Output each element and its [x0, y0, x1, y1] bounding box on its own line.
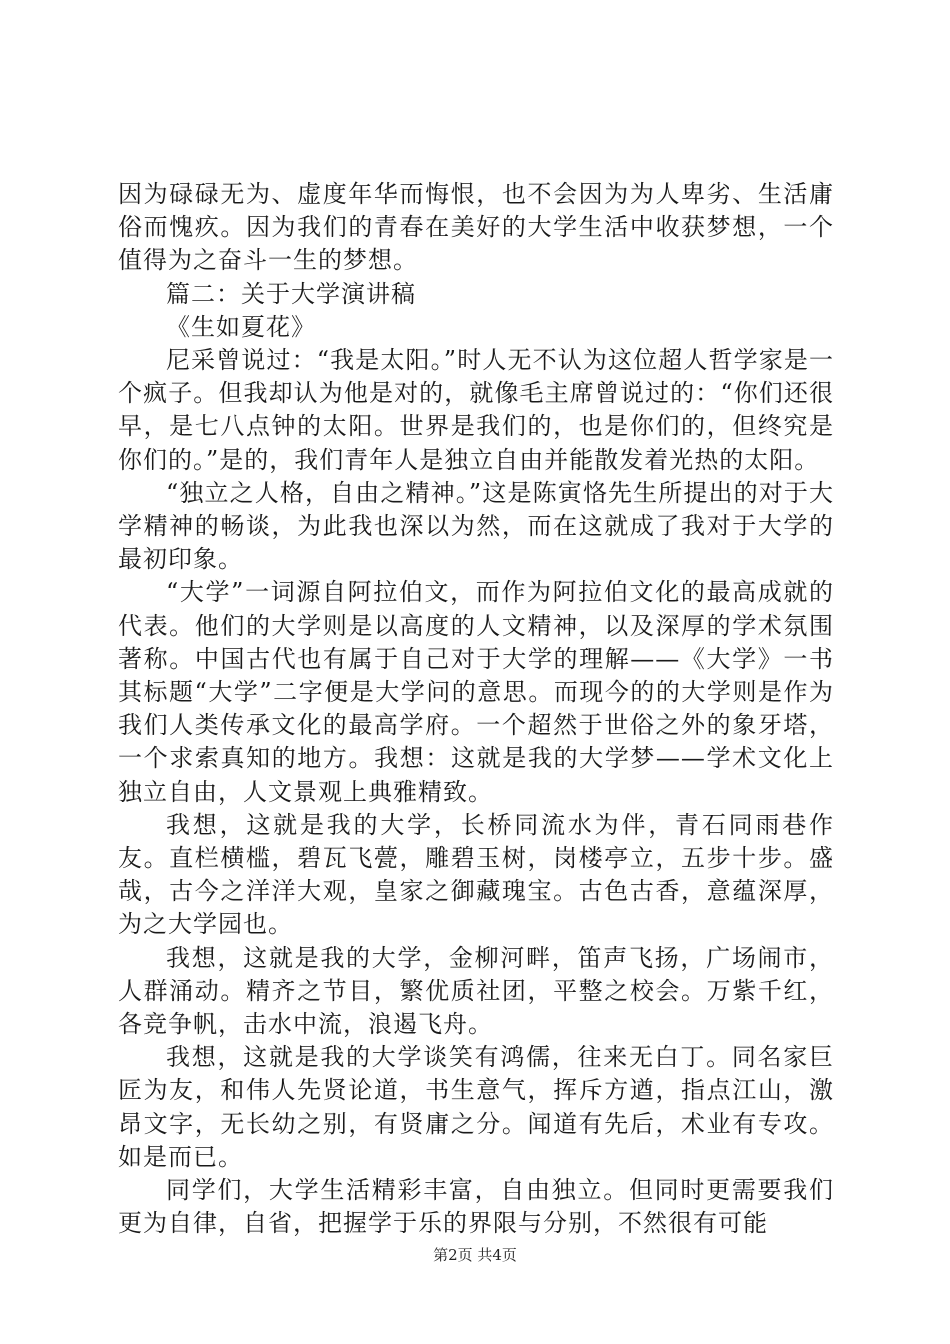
document-body: [118, 178, 834, 1241]
paragraph-10: 同学们，大学生活精彩丰富，自由独立。但同时更需要我们更为自律，自省，把握学于乐的界限与分别，不然很有可能: [118, 1176, 834, 1238]
paragraph-5: “独立之人格，自由之精神。”这是陈寅恪先生所提出的对于大学精神的畅谈，为此我也深以为然，而在这就成了我对于大学的最初印象。: [118, 478, 834, 574]
paragraph-1: 因为碌碌无为、虚度年华而悔恨，也不会因为为人卑劣、生活庸俗而愧疚。因为我们的青春在美好的大学生活中收获梦想，一个值得为之奋斗一生的梦想。: [118, 180, 834, 275]
paragraph-9: 我想，这就是我的大学谈笑有鸿儒，往来无白丁。同名家巨匠为友，和伟人先贤论道，书生意气，挥斥方遒，指点江山，激昂文字，无长幼之别，有贤庸之分。闻道有先后，术业有专攻。如是而已。: [118, 1043, 834, 1171]
paragraph-4: 尼采曾说过：“我是太阳。”时人无不认为这位超人哲学家是一个疯子。但我却认为他是对的，就像毛主席曾说过的：“你们还很早，是七八点钟的太阳。世界是我们的，也是你们的，但终究是你们的。”是的，我们青年人是独立自由并能散发着光热的太阳。: [118, 346, 834, 474]
paragraph-7: 我想，这就是我的大学，长桥同流水为伴，青石同雨巷作友。直栏横槛，碧瓦飞甍，雕碧玉树，岗楼亭立，五步十步。盛哉，古今之洋洋大观，皇家之御藏瑰宝。古色古香，意蕴深厚，为之大学园也。: [118, 810, 834, 939]
page-number-footer: 第2页 共4页: [433, 1246, 517, 1264]
paragraph-6: “大学”一词源自阿拉伯文，而作为阿拉伯文化的最高成就的代表。他们的大学则是以高度的人文精神，以及深厚的学术氛围著称。中国古代也有属于自己对于大学的理解——《大学》一书其标题“大学”二字便是大学问的意思。而现今的的大学则是作为我们人类传承文化的最高学府。一个超然于世俗之外的象牙塔，一个求索真知的地方。我想：这就是我的大学梦——学术文化上独立自由，人文景观上典雅精致。: [118, 578, 834, 806]
speech-title: 《生如夏花》: [166, 312, 316, 341]
section-heading: 篇二：关于大学演讲稿: [166, 279, 416, 308]
paragraph-8: 我想，这就是我的大学，金柳河畔，笛声飞扬，广场闹市，人群涌动。精齐之节目，繁优质社团，平整之校会。万紫千红，各竞争帆，击水中流，浪遏飞舟。: [118, 943, 834, 1039]
